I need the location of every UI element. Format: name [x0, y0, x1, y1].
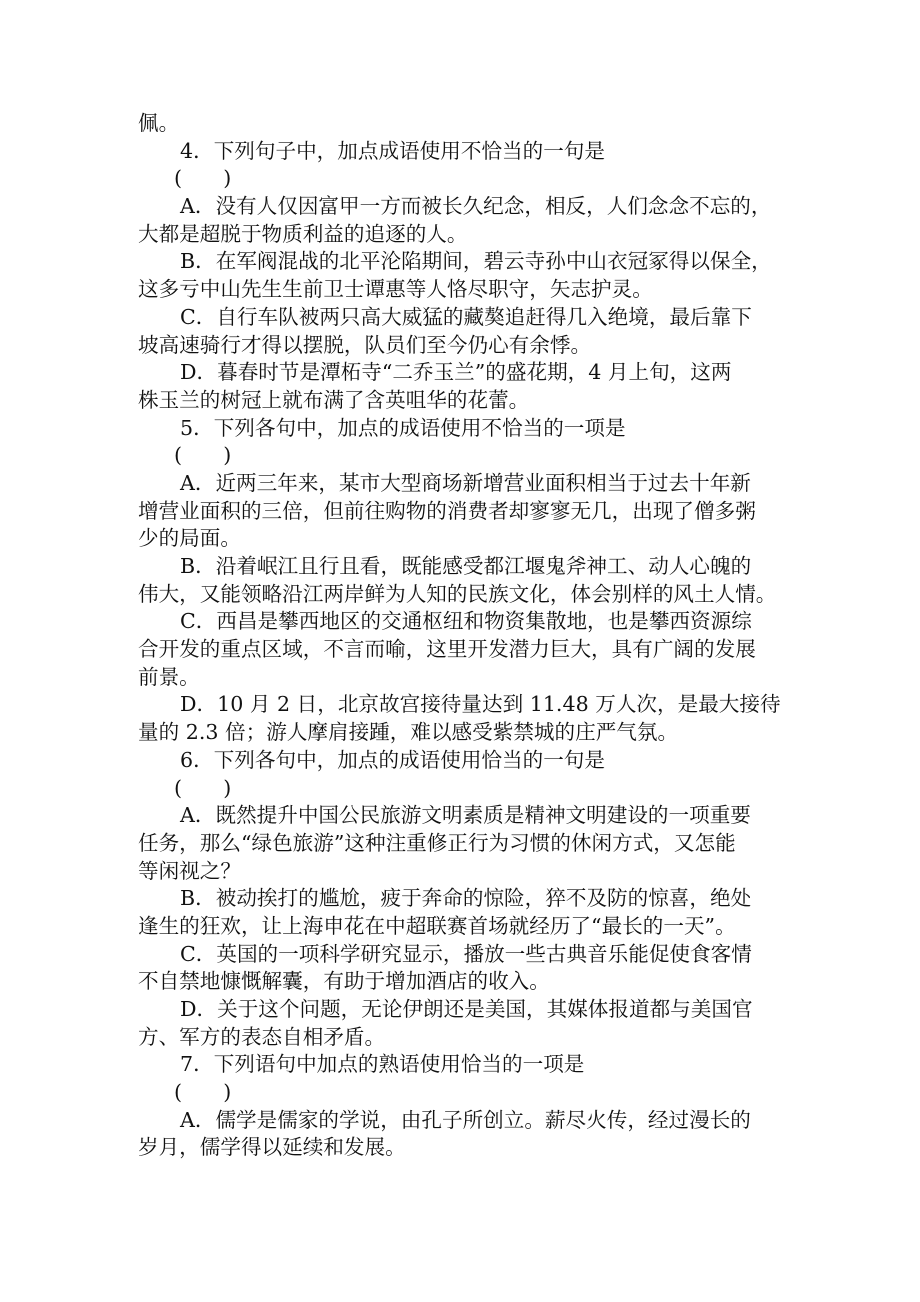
text-line: 量的 2.3 倍；游人摩肩接踵，难以感受紫禁城的庄严气氛。: [138, 720, 679, 745]
option-c: C．西昌是攀西地区的交通枢纽和物资集散地，也是攀西资源综: [180, 609, 752, 634]
text-line: 增营业面积的三倍，但前往购物的消费者却寥寥无几，出现了僧多粥: [138, 498, 756, 523]
question-stem: 7．下列语句中加点的熟语使用恰当的一项是: [180, 1052, 585, 1077]
question-stem: 4．下列句子中，加点成语使用不恰当的一句是: [180, 138, 605, 163]
option-d: D．暮春时节是潭柘寺“二乔玉兰”的盛花期，4 月上旬，这两: [180, 360, 732, 385]
text-line: 坡高速骑行才得以摆脱，队员们至今仍心有余悸。: [138, 332, 592, 357]
option-a: A．没有人仅因富甲一方而被长久纪念，相反，人们念念不忘的，: [180, 194, 772, 219]
answer-blank: ( ): [174, 443, 232, 468]
option-b: B．沿着岷江且行且看，既能感受都江堰鬼斧神工、动人心魄的: [180, 554, 752, 578]
document-page: [138, 110, 782, 1162]
option-b: B．在军阀混战的北平沦陷期间，碧云寺孙中山衣冠冢得以保全，: [180, 249, 772, 274]
text-line: 大都是超脱于物质利益的追逐的人。: [138, 221, 468, 246]
text-line: 不自禁地慷慨解囊，有助于增加酒店的收入。: [138, 969, 550, 994]
option-a: A．既然提升中国公民旅游文明素质是精神文明建设的一项重要: [180, 803, 751, 828]
text-line: 佩。: [138, 111, 180, 135]
answer-blank: ( ): [174, 775, 232, 800]
text-line: 这多亏中山先生生前卫士谭惠等人恪尽职守，矢志护灵。: [138, 277, 653, 302]
text-line: 少的局面。: [138, 526, 241, 551]
text-line: 前景。: [138, 664, 200, 689]
option-a: A．儒学是儒家的学说，由孔子所创立。薪尽火传，经过漫长的: [180, 1107, 751, 1132]
text-line: 任务，那么“绿色旅游”这种注重修正行为习惯的休闲方式，又怎能: [138, 830, 736, 855]
option-c: C．英国的一项科学研究显示，播放一些古典音乐能促使食客情: [180, 941, 752, 966]
option-d: D．10 月 2 日，北京故宫接待量达到 11.48 万人次，是最大接待: [180, 692, 781, 717]
text-line: 株玉兰的树冠上就布满了含英咀华的花蕾。: [138, 387, 530, 412]
question-stem: 5．下列各句中，加点的成语使用不恰当的一项是: [180, 415, 626, 440]
text-line: 伟大，又能领略沿江两岸鲜为人知的民族文化，体会别样的风土人情。: [138, 581, 777, 606]
option-d: D．关于这个问题，无论伊朗还是美国，其媒体报道都与美国官: [180, 997, 753, 1021]
option-a: A．近两三年来，某市大型商场新增营业面积相当于过去十年新: [180, 470, 751, 495]
answer-blank: ( ): [174, 166, 232, 191]
text-line: 等闲视之？: [138, 858, 241, 883]
text-line: 岁月，儒学得以延续和发展。: [138, 1135, 406, 1160]
question-stem: 6．下列各句中，加点的成语使用恰当的一句是: [180, 747, 605, 772]
text-line: 逢生的狂欢，让上海申花在中超联赛首场就经历了“最长的一天”。: [138, 913, 736, 938]
option-c: C．自行车队被两只高大威猛的藏獒追赶得几入绝境，最后靠下: [180, 304, 752, 329]
answer-blank: ( ): [174, 1080, 232, 1105]
text-line: 合开发的重点区域，不言而喻，这里开发潜力巨大，具有广阔的发展: [138, 637, 756, 662]
text-line: 方、军方的表态自相矛盾。: [138, 1024, 386, 1049]
option-b: B．被动挨打的尴尬，疲于奔命的惊险，猝不及防的惊喜，绝处: [180, 886, 752, 911]
